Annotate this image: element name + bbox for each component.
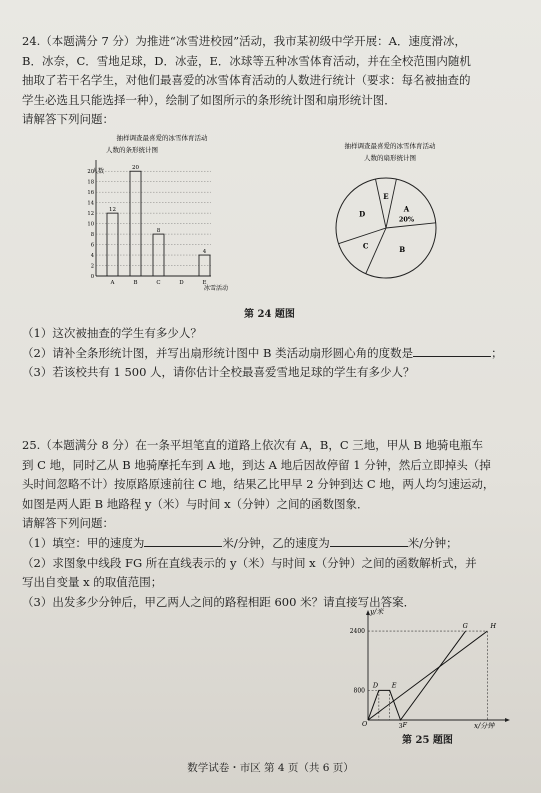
answer-blank[interactable]	[144, 534, 222, 547]
bar-y-tick-label: 20	[87, 169, 94, 176]
q25-line: 到 C 地，同时乙从 B 地骑摩托车到 A 地，到达 A 地后因故停留 1 分钟，然后立即掉头（掉	[22, 457, 491, 472]
graph-origin-label: O	[362, 720, 368, 728]
pie-slice-label: B	[399, 245, 406, 255]
bar-value-label: 20	[132, 165, 139, 172]
q24-intro	[22, 32, 527, 130]
bar-value-label: 4	[202, 249, 207, 256]
point-label-E: E	[391, 681, 397, 690]
bar-y-tick-label: 10	[87, 221, 94, 228]
bar-y-tick-label: 6	[90, 242, 94, 249]
pie-slice-edge	[376, 179, 389, 228]
pie-slice-label: C	[362, 241, 369, 251]
q24-figure-caption: 第 24 题图	[244, 309, 295, 320]
q25-subq2: （2）求图象中线段 FG 所在直线表示的 y（米）与时间 x（分钟）之间的函数解析式，并	[22, 555, 477, 570]
q24-subq2-end: ；	[491, 345, 503, 360]
bar-chart-xlabel: 冰雪活动	[204, 285, 229, 292]
q24-line: 抽取了若干名学生，对他们最喜爱的冰雪体育活动的人数进行统计（要求：每名被抽查的	[22, 73, 471, 88]
answer-blank[interactable]	[330, 534, 408, 547]
q24-line: 24.（本题满分 7 分）为推进“冰雪进校园”活动，我市某初级中学开展：A．速度滑冰，	[22, 34, 466, 48]
bar-y-tick-label: 8	[90, 232, 94, 239]
bar-value-label: 8	[156, 228, 161, 235]
series-jia	[368, 631, 487, 720]
q25-subq3: （3）出发多少分钟后，甲乙两人之间的路程相距 600 米？请直接写出答案．	[22, 594, 416, 609]
bar-y-tick-label: 18	[87, 179, 94, 186]
point-label-F: F	[402, 721, 408, 729]
q24-line: B．冰奈，C．雪地足球，D．冰壶，E．冰球等五种冰雪体育活动，并在全校范围内随机	[22, 53, 471, 68]
bar-chart-subtitle: 人数的条形统计图	[106, 146, 158, 154]
bar-category-label: E	[202, 280, 207, 286]
pie-slice-label: E	[383, 192, 389, 202]
point-label-H: H	[490, 622, 496, 631]
bar-chart-title: 抽样调查最喜爱的冰雪体育活动	[116, 134, 208, 142]
answer-blank[interactable]	[413, 344, 491, 357]
q25-subq1-text-c: 米/分钟；	[407, 535, 458, 550]
point-label-D: D	[372, 681, 379, 690]
series-yi	[368, 631, 466, 720]
q24-subq3: （3）若该校共有 1 500 人，请你估计全校最喜爱雪地足球的学生有多少人？	[22, 365, 415, 380]
bar-chart-ylabel: 人数	[92, 168, 105, 175]
q24-subq2	[22, 344, 527, 364]
graph-x-tick-label: 3	[398, 723, 403, 730]
q25-line: 头时间忽略不计）按原路原速前往 C 地，结果乙比甲早 2 分钟到达 C 地，两人均匀速运动，	[22, 477, 495, 492]
bar-category-label: A	[110, 280, 115, 286]
q25-subq2-cont: 写出自变量 x 的取值范围；	[22, 575, 163, 590]
q24-subq2-text: （2）请补全条形统计图，并写出扇形统计图中 B 类活动扇形圆心角的度数是	[22, 345, 414, 360]
graph-y-tick-label: 2400	[349, 628, 365, 636]
bar-y-tick-label: 2	[90, 263, 94, 270]
q24-line: 学生必选且只能选择一种），绘制了如图所示的条形统计图和扇形统计图．	[22, 92, 396, 107]
page-footer: 数学试卷・市区 第 4 页（共 6 页）	[187, 762, 354, 774]
x-arrow-icon	[505, 718, 510, 722]
pie-chart	[318, 138, 458, 288]
bar-y-tick-label: 16	[87, 190, 94, 197]
q25-line: 如图是两人距 B 地路程 y（米）与时间 x（分钟）之间的函数图象．	[22, 496, 369, 511]
q25-subq1-text-b: 米/分钟，乙的速度为	[222, 535, 330, 550]
q24-subquestions	[22, 324, 527, 383]
bar-y-tick-label: 4	[90, 253, 94, 260]
bar-category-label: D	[179, 280, 184, 286]
bar-chart	[70, 128, 250, 296]
q25-subq1-text: （1）填空：甲的速度为	[22, 535, 145, 550]
bar-y-tick-label: 12	[87, 211, 94, 218]
q25-line: 25.（本题满分 8 分）在一条平坦笔直的道路上依次有 A，B，C 三地，甲从 B 地骑电瓶车	[22, 438, 484, 452]
bar-value-label: 12	[109, 207, 116, 214]
q24-line: 请解答下列问题：	[22, 112, 114, 127]
pie-slice-value: 20%	[398, 215, 415, 224]
q25-line: 请解答下列问题：	[22, 516, 114, 531]
function-graph	[334, 602, 514, 744]
pie-slice-edge	[386, 179, 396, 228]
bar-category-label: C	[156, 280, 161, 286]
bar-category-label: B	[133, 280, 138, 286]
q25-figure-caption: 第 25 题图	[402, 735, 453, 746]
bar-origin-label: 0	[90, 274, 94, 280]
graph-y-tick-label: 800	[353, 687, 365, 695]
q25-intro	[22, 436, 527, 612]
pie-slice-label: D	[359, 209, 366, 219]
pie-chart-title: 抽样调查最喜爱的冰雪体育活动	[344, 142, 436, 150]
pie-slice-edge	[366, 228, 386, 274]
line-chart-xlabel: x/分钟	[474, 722, 495, 730]
q25-subq1	[22, 534, 527, 554]
pie-slice-label: A	[403, 204, 410, 214]
line-chart-ylabel: y/米	[370, 608, 384, 616]
point-label-G: G	[462, 622, 468, 631]
pie-chart-subtitle: 人数的扇形统计图	[364, 154, 416, 162]
q24-subq1: （1）这次被抽查的学生有多少人？	[22, 326, 202, 340]
bar-y-tick-label: 14	[87, 200, 94, 207]
